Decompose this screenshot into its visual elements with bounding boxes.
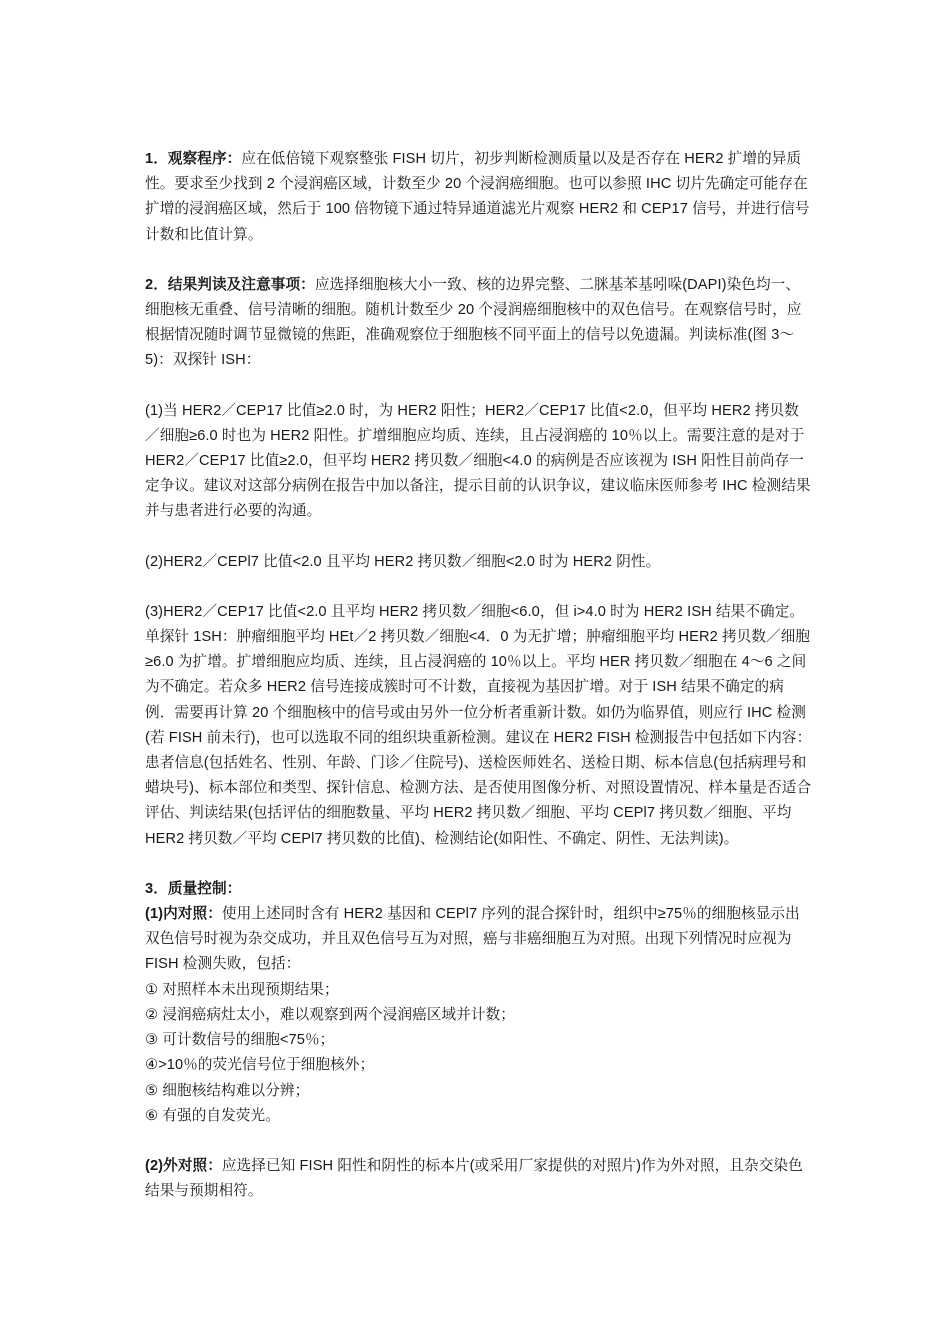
paragraph-text: 应选择已知 FISH 阳性和阴性的标本片(或采用厂家提供的对照片)作为外对照，且杂交染色结果与预期相符。 <box>145 1157 803 1200</box>
paragraph-text: 应在低倍镜下观察整张 FISH 切片，初步判断检测质量以及是否存在 HER2 扩增的异质性。要求至少找到 2 个浸润癌区域，计数至少 20 个浸润癌细胞。也可以参照 IHC 切片先确定可能存在扩增的浸润癌区域，然后于 100 倍物镜下通过特异通道滤光片观察 HER2 和 CEP17 信号，并进行信号计数和比值计算。 <box>145 151 810 243</box>
criteria-positive-paragraph: (1)当 HER2／CEP17 比值≥2.0 时，为 HER2 阳性；HER2／CEP17 比值<2.0，但平均 HER2 拷贝数／细胞≥6.0 时也为 HER2 阳性。扩增细胞应均质、连续，且占浸润癌的 10％以上。需要注意的是对于 HER2／CEP17 比值≥2.0，但平均 HER2 拷贝数／细胞<4.0 的病例是否应该视为 ISH 阳性目前尚存一定争议。建议对这部分病例在报告中加以备注，提示目前的认识争议，建议临床医师参考 IHC 检测结果并与患者进行必要的沟通。 <box>145 402 811 520</box>
paragraph-text: 使用上述同时含有 HER2 基因和 CEPl7 序列的混合探针时，组织中≥75％的细胞核显示出双色信号时视为杂交成功，并且双色信号互为对照，癌与非癌细胞互为对照。出现下列情况时应视为 FISH 检测失败，包括： <box>145 906 800 973</box>
list-item: ⑥ 有强的自发荧光。 <box>145 1107 280 1124</box>
criteria-uncertain-paragraph: (3)HER2／CEP17 比值<2.0 且平均 HER2 拷贝数／细胞<6.0，但 i>4.0 时为 HER2 ISH 结果不确定。单探针 1SH：肿瘤细胞平均 HEt／2 拷贝数／细胞<4．0 为无扩增；肿瘤细胞平均 HER2 拷贝数／细胞≥6.0 为扩增。扩增细胞应均质、连续，且占浸润癌的 10％以上。平均 HER 拷贝数／细胞在 4～6 之间为不确定。若众多 HER2 信号连接成簇时可不计数，直接视为基因扩增。对于 ISH 结果不确定的病例．需要再计算 20 个细胞核中的信号或由另外一位分析者重新计数。如仍为临界值，则应行 IHC 检测(若 FISH 前未行)，也可以选取不同的组织块重新检测。建议在 HER2 FISH 检测报告中包括如下内容：患者信息(包括姓名、性别、年龄、门诊／住院号)、送检医师姓名、送检日期、标本信息(包括病理号和蜡块号)、标本部位和类型、探针信息、检测方法、是否使用图像分析、对照设置情况、样本量是否适合评估、判读结果(包括评估的细胞数量、平均 HER2 拷贝数／细胞、平均 CEPl7 拷贝数／细胞、平均 HER2 拷贝数／平均 CEPl7 拷贝数的比值)、检测结论(如阳性、不确定、阴性、无法判读)。 <box>145 603 812 847</box>
list-item: ③ 可计数信号的细胞<75％； <box>145 1032 335 1049</box>
external-control-paragraph <box>145 1154 813 1204</box>
list-item: ⑤ 细胞核结构难以分辨； <box>145 1082 310 1099</box>
internal-control-paragraph <box>145 902 813 978</box>
section-quality-control-heading: 3．质量控制： <box>145 880 242 897</box>
section-heading: 1．观察程序： <box>145 151 242 167</box>
subsection-heading: (1)内对照： <box>145 906 222 923</box>
section-observation-procedure <box>145 147 813 248</box>
section-heading: 2．结果判读及注意事项： <box>145 276 315 293</box>
subsection-heading: (2)外对照： <box>145 1157 222 1174</box>
document-body <box>145 147 813 1204</box>
paragraph-text: 应选择细胞核大小一致、核的边界完整、二脒基苯基吲哚(DAPI)染色均一、细胞核无重叠、信号清晰的细胞。随机计数至少 20 个浸润癌细胞核中的双色信号。在观察信号时，应根据情况随时调节显微镜的焦距，准确观察位于细胞核不同平面上的信号以免遗漏。判读标准(图 3～5)：双探针 ISH： <box>145 276 802 369</box>
list-item: ④>10％的荧光信号位于细胞核外； <box>145 1057 375 1074</box>
criteria-negative-paragraph: (2)HER2／CEPl7 比值<2.0 且平均 HER2 拷贝数／细胞<2.0 时为 HER2 阴性。 <box>145 553 661 570</box>
list-item: ① 对照样本未出现预期结果； <box>145 981 339 998</box>
section-result-interpretation <box>145 273 813 374</box>
list-item: ② 浸润癌病灶太小，难以观察到两个浸润癌区域并计数； <box>145 1006 515 1023</box>
